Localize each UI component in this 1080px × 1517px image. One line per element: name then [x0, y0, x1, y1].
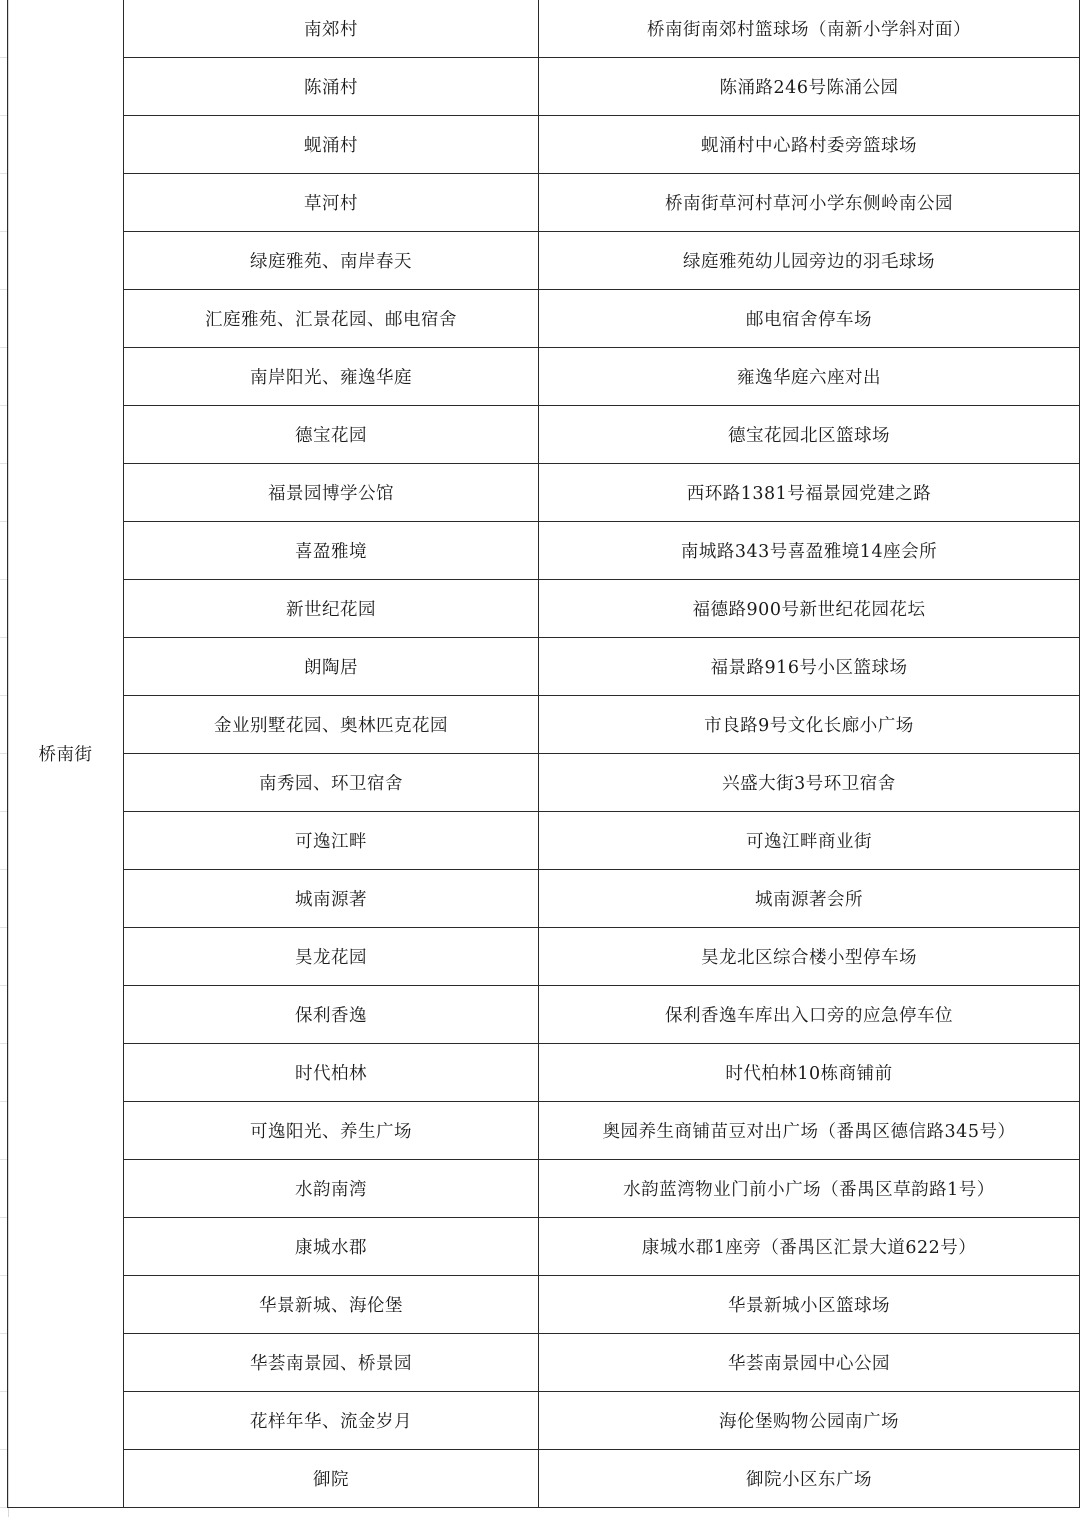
community-cell[interactable]: 金业别墅花园、奥林匹克花园 [124, 696, 539, 754]
community-cell[interactable]: 朗陶居 [124, 638, 539, 696]
location-cell[interactable]: 南城路343号喜盈雅境14座会所 [539, 522, 1080, 580]
location-cell[interactable]: 昊龙北区综合楼小型停车场 [539, 928, 1080, 986]
table-row [8, 870, 1080, 928]
location-cell[interactable]: 桥南街南郊村篮球场（南新小学斜对面） [539, 0, 1080, 58]
location-cell[interactable]: 绿庭雅苑幼儿园旁边的羽毛球场 [539, 232, 1080, 290]
location-cell[interactable]: 兴盛大街3号环卫宿舍 [539, 754, 1080, 812]
community-cell[interactable]: 南岸阳光、雍逸华庭 [124, 348, 539, 406]
location-cell[interactable]: 可逸江畔商业街 [539, 812, 1080, 870]
table-row [8, 1276, 1080, 1334]
community-cell[interactable]: 华景新城、海伦堡 [124, 1276, 539, 1334]
location-cell[interactable]: 邮电宿舍停车场 [539, 290, 1080, 348]
table-row [8, 1334, 1080, 1392]
table-row [8, 928, 1080, 986]
table-row [8, 0, 1080, 58]
community-cell[interactable]: 南秀园、环卫宿舍 [124, 754, 539, 812]
community-cell[interactable]: 康城水郡 [124, 1218, 539, 1276]
location-cell[interactable]: 德宝花园北区篮球场 [539, 406, 1080, 464]
table-row [8, 58, 1080, 116]
location-cell[interactable]: 保利香逸车库出入口旁的应急停车位 [539, 986, 1080, 1044]
community-cell[interactable]: 可逸阳光、养生广场 [124, 1102, 539, 1160]
location-cell[interactable]: 时代柏林10栋商铺前 [539, 1044, 1080, 1102]
location-cell[interactable]: 奥园养生商铺苗豆对出广场（番禺区德信路345号） [539, 1102, 1080, 1160]
location-cell[interactable]: 福景路916号小区篮球场 [539, 638, 1080, 696]
street-name-cell[interactable]: 桥南街 [8, 0, 124, 1508]
table-row [8, 1218, 1080, 1276]
location-cell[interactable]: 城南源著会所 [539, 870, 1080, 928]
community-cell[interactable]: 花样年华、流金岁月 [124, 1392, 539, 1450]
community-cell[interactable]: 蚬涌村 [124, 116, 539, 174]
location-cell[interactable]: 福德路900号新世纪花园花坛 [539, 580, 1080, 638]
table-row [8, 232, 1080, 290]
location-cell[interactable]: 桥南街草河村草河小学东侧岭南公园 [539, 174, 1080, 232]
table-row [8, 174, 1080, 232]
location-cell[interactable]: 雍逸华庭六座对出 [539, 348, 1080, 406]
table-row [8, 464, 1080, 522]
table-row [8, 1044, 1080, 1102]
table-body [8, 0, 1080, 1508]
community-cell[interactable]: 御院 [124, 1450, 539, 1508]
community-cell[interactable]: 新世纪花园 [124, 580, 539, 638]
testing-site-table [7, 0, 1080, 1508]
location-cell[interactable]: 市良路9号文化长廊小广场 [539, 696, 1080, 754]
table-row [8, 116, 1080, 174]
community-cell[interactable]: 汇庭雅苑、汇景花园、邮电宿舍 [124, 290, 539, 348]
community-cell[interactable]: 南郊村 [124, 0, 539, 58]
location-cell[interactable]: 蚬涌村中心路村委旁篮球场 [539, 116, 1080, 174]
location-cell[interactable]: 华景新城小区篮球场 [539, 1276, 1080, 1334]
location-cell[interactable]: 水韵蓝湾物业门前小广场（番禺区草韵路1号） [539, 1160, 1080, 1218]
community-cell[interactable]: 保利香逸 [124, 986, 539, 1044]
table-row [8, 1450, 1080, 1508]
table-row [8, 986, 1080, 1044]
table-row [8, 348, 1080, 406]
community-cell[interactable]: 陈涌村 [124, 58, 539, 116]
table-row [8, 696, 1080, 754]
community-cell[interactable]: 昊龙花园 [124, 928, 539, 986]
community-cell[interactable]: 城南源著 [124, 870, 539, 928]
community-cell[interactable]: 华荟南景园、桥景园 [124, 1334, 539, 1392]
community-cell[interactable]: 时代柏林 [124, 1044, 539, 1102]
community-cell[interactable]: 可逸江畔 [124, 812, 539, 870]
table-row [8, 580, 1080, 638]
table-row [8, 638, 1080, 696]
location-cell[interactable]: 御院小区东广场 [539, 1450, 1080, 1508]
table-row [8, 1160, 1080, 1218]
community-cell[interactable]: 喜盈雅境 [124, 522, 539, 580]
community-cell[interactable]: 福景园博学公馆 [124, 464, 539, 522]
location-cell[interactable]: 华荟南景园中心公园 [539, 1334, 1080, 1392]
table-row [8, 812, 1080, 870]
location-cell[interactable]: 陈涌路246号陈涌公园 [539, 58, 1080, 116]
table-row [8, 1392, 1080, 1450]
table-row [8, 406, 1080, 464]
table-row [8, 522, 1080, 580]
community-cell[interactable]: 德宝花园 [124, 406, 539, 464]
location-cell[interactable]: 康城水郡1座旁（番禺区汇景大道622号） [539, 1218, 1080, 1276]
community-cell[interactable]: 水韵南湾 [124, 1160, 539, 1218]
table-row [8, 290, 1080, 348]
table-row [8, 754, 1080, 812]
table-row [8, 1102, 1080, 1160]
location-cell[interactable]: 西环路1381号福景园党建之路 [539, 464, 1080, 522]
location-cell[interactable]: 海伦堡购物公园南广场 [539, 1392, 1080, 1450]
community-cell[interactable]: 绿庭雅苑、南岸春天 [124, 232, 539, 290]
community-cell[interactable]: 草河村 [124, 174, 539, 232]
